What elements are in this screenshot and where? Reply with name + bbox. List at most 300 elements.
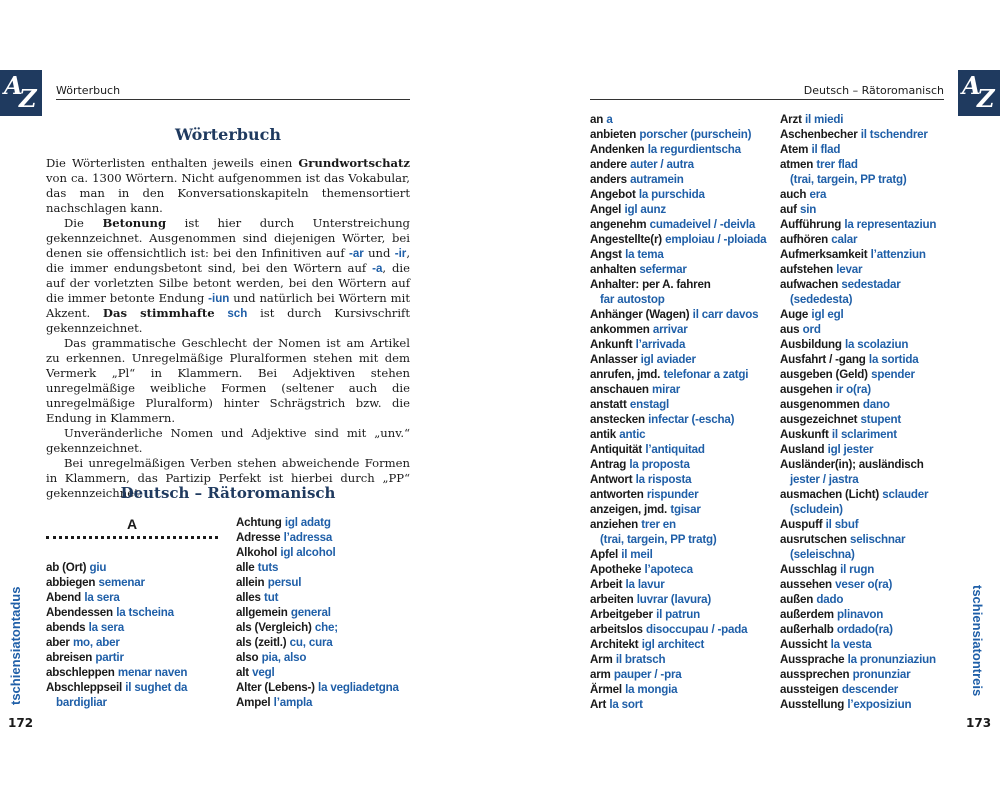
az-logo: [958, 70, 1000, 116]
translation: dado: [816, 593, 844, 606]
dictionary-entry: [590, 607, 776, 622]
headword: Aufführung: [780, 218, 842, 231]
headword: arbeitslos: [590, 623, 643, 636]
translation: l’antiquitad: [645, 443, 705, 456]
dictionary-entry: [590, 652, 776, 667]
headword: Angebot: [590, 188, 636, 201]
dictionary-entry: [590, 112, 776, 127]
headword: Alkohol: [236, 546, 278, 559]
dictionary-entry: [780, 277, 970, 292]
headword: abschleppen: [46, 666, 115, 679]
translation: il rugn: [840, 563, 875, 576]
translation: sin: [800, 203, 817, 216]
translation: il carr davos: [692, 308, 759, 321]
translation: l’apoteca: [644, 563, 693, 576]
dictionary-entry: [780, 457, 970, 472]
headword: Antrag: [590, 458, 627, 471]
translation: (trai, targein, PP tratg): [790, 173, 907, 186]
dictionary-entry: [780, 667, 970, 682]
headword: aussprechen: [780, 668, 850, 681]
translation: arrivar: [652, 323, 688, 336]
translation: igl jester: [827, 443, 874, 456]
intro-paragraph: Die Wörterlisten enthalten jeweils einen Grundwortschatz von ca. 1300 Wörtern. Nicht aufgenommen ist das Vokabular, das man in den Konversationskapiteln themensortiert nachschlagen kann.: [46, 156, 410, 215]
translation: la sera: [88, 621, 124, 634]
headword: als (Vergleich): [236, 621, 312, 634]
headword: ausgezeichnet: [780, 413, 858, 426]
running-head: Deutsch – Rätoromanisch: [590, 84, 944, 100]
translation: porscher (purschein): [639, 128, 752, 141]
translation: dano: [862, 398, 890, 411]
dictionary-entry: [590, 472, 776, 487]
dictionary-entry: [590, 187, 776, 202]
translation: veser o(ra): [835, 578, 893, 591]
translation: il miedi: [804, 113, 844, 126]
dictionary-entry: [590, 217, 776, 232]
dictionary-entry: [780, 307, 970, 322]
translation: tuts: [257, 561, 279, 574]
dictionary-entry: [780, 592, 970, 607]
translation: vegl: [252, 666, 275, 679]
intro-paragraph: Unveränderliche Nomen und Adjektive sind mit „unv.“ gekennzeichnet.: [46, 426, 410, 455]
headword: Aschenbecher: [780, 128, 858, 141]
dictionary-entry: [780, 247, 970, 262]
page-number: 172: [8, 716, 34, 730]
translation: il flad: [811, 143, 841, 156]
dictionary-entry: [590, 442, 776, 457]
dictionary-entry: [590, 667, 776, 682]
dictionary-entry: [780, 577, 970, 592]
dictionary-entry: [780, 532, 970, 547]
translation: la representaziun: [844, 218, 937, 231]
headword: anhalten: [590, 263, 637, 276]
headword: antworten: [590, 488, 644, 501]
translation: cu, cura: [289, 636, 333, 649]
translation: stupent: [860, 413, 901, 426]
dictionary-entry: [780, 682, 970, 697]
dictionary-entry: [46, 695, 228, 710]
translation: l’arrivada: [635, 338, 686, 351]
headword: Ärmel: [590, 683, 622, 696]
translation: tgisar: [670, 503, 701, 516]
headword: außerhalb: [780, 623, 834, 636]
page-number: 173: [966, 716, 992, 730]
translation: il sbuf: [825, 518, 859, 531]
dictionary-entry: [590, 322, 776, 337]
headword: atmen: [780, 158, 814, 171]
translation: pauper / -pra: [613, 668, 682, 681]
dictionary-entry: [590, 487, 776, 502]
side-tab: tschiensiatontadus: [8, 586, 23, 705]
translation: sedestadar: [841, 278, 901, 291]
translation: la scolaziun: [845, 338, 909, 351]
headword: anstecken: [590, 413, 645, 426]
translation: igl adatg: [284, 516, 331, 529]
headword: ausmachen (Licht): [780, 488, 880, 501]
headword: Adresse: [236, 531, 281, 544]
headword: ankommen: [590, 323, 650, 336]
headword: Ampel: [236, 696, 271, 709]
dictionary-entry: [236, 530, 416, 545]
headword: anders: [590, 173, 627, 186]
dictionary-entry: [590, 577, 776, 592]
headword: aussehen: [780, 578, 832, 591]
translation: semenar: [98, 576, 145, 589]
dictionary-entry: [780, 202, 970, 217]
dictionary-entry: [590, 502, 776, 517]
translation: igl aunz: [624, 203, 667, 216]
translation: general: [290, 606, 331, 619]
translation: (sededesta): [790, 293, 853, 306]
headword: alt: [236, 666, 249, 679]
translation: giu: [89, 561, 107, 574]
translation: il meil: [621, 548, 653, 561]
translation: igl egl: [811, 308, 844, 321]
dictionary-entry: [780, 127, 970, 142]
headword: Arbeitgeber: [590, 608, 653, 621]
dictionary-entry: [780, 622, 970, 637]
side-tab: tschiensiatontreis: [970, 585, 985, 697]
translation: jester / jastra: [790, 473, 859, 486]
dictionary-entry: [590, 532, 776, 547]
translation: il tschendrer: [860, 128, 928, 141]
dictionary-entry: [590, 382, 776, 397]
headword: Angel: [590, 203, 622, 216]
dictionary-entry: [236, 545, 416, 560]
translation: igl aviader: [640, 353, 696, 366]
translation: plinavon: [837, 608, 884, 621]
dictionary-entry: [236, 695, 416, 710]
translation: la proposta: [629, 458, 690, 471]
headword: Architekt: [590, 638, 639, 651]
translation: tut: [264, 591, 279, 604]
translation: enstagl: [629, 398, 670, 411]
headword: aussteigen: [780, 683, 839, 696]
headword: andere: [590, 158, 627, 171]
translation: cumadeivel / -deivla: [649, 218, 756, 231]
headword: Andenken: [590, 143, 645, 156]
dictionary-entry: [780, 427, 970, 442]
headword: Auspuff: [780, 518, 823, 531]
translation: telefonar a zatgi: [663, 368, 749, 381]
dictionary-entry: [236, 635, 416, 650]
dictionary-entry: [236, 605, 416, 620]
dictionary-entry: [780, 697, 970, 712]
dictionary-entry: [780, 442, 970, 457]
translation: sclauder: [882, 488, 929, 501]
translation: rispunder: [646, 488, 699, 501]
dictionary-entry: [46, 575, 228, 590]
headword: Abend: [46, 591, 82, 604]
headword: ausrutschen: [780, 533, 847, 546]
translation: la lavur: [625, 578, 665, 591]
entries-column: [46, 560, 228, 710]
dictionary-entry: [46, 605, 228, 620]
headword: Achtung: [236, 516, 282, 529]
dictionary-entry: [780, 382, 970, 397]
translation: partir: [95, 651, 124, 664]
dictionary-entry: [236, 620, 416, 635]
translation: (seleischna): [790, 548, 855, 561]
headword: abends: [46, 621, 86, 634]
dictionary-entry: [780, 607, 970, 622]
headword: ab (Ort): [46, 561, 87, 574]
translation: persul: [267, 576, 302, 589]
dictionary-entry: [780, 112, 970, 127]
translation: la purschida: [638, 188, 705, 201]
headword: ausgehen: [780, 383, 833, 396]
headword: antik: [590, 428, 617, 441]
logo-letter-z: Z: [977, 84, 995, 113]
dotted-divider: [46, 536, 218, 539]
intro-text: [46, 156, 410, 501]
translation: la regurdientscha: [647, 143, 741, 156]
translation: auter / autra: [630, 158, 694, 171]
translation: la mongia: [625, 683, 678, 696]
dictionary-entry: [780, 292, 970, 307]
logo-letter-z: Z: [19, 84, 37, 113]
dictionary-entry: [780, 217, 970, 232]
translation: la sera: [84, 591, 120, 604]
headword: anzeigen, jmd.: [590, 503, 668, 516]
headword: Ausfahrt / -gang: [780, 353, 866, 366]
headword: Atem: [780, 143, 809, 156]
headword: anbieten: [590, 128, 637, 141]
headword: Anhalter: per A. fahren: [590, 278, 711, 291]
dictionary-entry: [590, 622, 776, 637]
dictionary-entry: [590, 457, 776, 472]
dictionary-entry: [590, 232, 776, 247]
translation: (scludein): [790, 503, 843, 516]
dictionary-entry: [590, 637, 776, 652]
translation: l’ampla: [273, 696, 313, 709]
headword: angenehm: [590, 218, 647, 231]
dictionary-entry: [590, 352, 776, 367]
headword: aufstehen: [780, 263, 833, 276]
dictionary-entry: [590, 592, 776, 607]
headword: Anhänger (Wagen): [590, 308, 690, 321]
dictionary-entry: [590, 427, 776, 442]
translation: emploiau / -ploiada: [665, 233, 767, 246]
translation: levar: [836, 263, 863, 276]
translation: sefermar: [639, 263, 687, 276]
headword: alles: [236, 591, 261, 604]
section-title: Deutsch – Rätoromanisch: [120, 484, 336, 502]
headword: an: [590, 113, 604, 126]
translation: il bratsch: [615, 653, 666, 666]
dictionary-entry: [236, 680, 416, 695]
translation: a: [606, 113, 613, 126]
headword: abbiegen: [46, 576, 96, 589]
az-logo: [0, 70, 42, 116]
headword: arbeiten: [590, 593, 634, 606]
dictionary-entry: [590, 307, 776, 322]
dictionary-entry: [590, 367, 776, 382]
translation: mirar: [652, 383, 681, 396]
headword: Angestellte(r): [590, 233, 662, 246]
dictionary-entry: [780, 322, 970, 337]
dictionary-entry: [780, 637, 970, 652]
translation: trer flad: [816, 158, 858, 171]
dictionary-entry: [780, 232, 970, 247]
headword: Auskunft: [780, 428, 829, 441]
headword: Angst: [590, 248, 622, 261]
intro-paragraph: Bei unregelmäßigen Verben stehen abweichende Formen in Klammern, das Partizip Perfekt ist hierbei durch „PP“ gekennzeichnet.: [46, 456, 410, 500]
translation: ord: [802, 323, 821, 336]
headword: Ausstellung: [780, 698, 845, 711]
intro-title: Wörterbuch: [175, 125, 281, 144]
translation: la pronunziaziun: [847, 653, 936, 666]
translation: il sughet da: [125, 681, 188, 694]
dictionary-entry: [590, 562, 776, 577]
dictionary-entry: [780, 562, 970, 577]
translation: l’exposiziun: [847, 698, 912, 711]
dictionary-entry: [236, 560, 416, 575]
dictionary-entry: [780, 517, 970, 532]
headword: Arbeit: [590, 578, 623, 591]
translation: l’attenziun: [870, 248, 926, 261]
dictionary-entry: [590, 292, 776, 307]
dictionary-entry: [780, 187, 970, 202]
headword: Abschleppseil: [46, 681, 123, 694]
dictionary-entry: [780, 142, 970, 157]
translation: trer en: [641, 518, 676, 531]
headword: Ausbildung: [780, 338, 842, 351]
headword: aber: [46, 636, 70, 649]
dictionary-entry: [780, 262, 970, 277]
dictionary-entry: [590, 412, 776, 427]
headword: auch: [780, 188, 807, 201]
translation: pia, also: [261, 651, 307, 664]
entries-column: [236, 515, 416, 710]
translation: autramein: [630, 173, 684, 186]
headword: aus: [780, 323, 800, 336]
dictionary-entry: [590, 157, 776, 172]
headword: außerdem: [780, 608, 834, 621]
headword: Art: [590, 698, 607, 711]
translation: la sort: [609, 698, 643, 711]
translation: il patrun: [656, 608, 701, 621]
translation: che;: [314, 621, 338, 634]
headword: aufwachen: [780, 278, 839, 291]
translation: far autostop: [600, 293, 665, 306]
dictionary-entry: [780, 157, 970, 172]
headword: Ausländer(in); ausländisch: [780, 458, 924, 471]
logo-letter-a: A: [962, 71, 981, 100]
headword: Aussprache: [780, 653, 845, 666]
translation: igl architect: [641, 638, 705, 651]
headword: Ankunft: [590, 338, 633, 351]
dictionary-entry: [236, 650, 416, 665]
dictionary-entry: [46, 665, 228, 680]
dictionary-entry: [780, 472, 970, 487]
dictionary-entry: [46, 560, 228, 575]
headword: abreisen: [46, 651, 93, 664]
headword: Antiquität: [590, 443, 643, 456]
dictionary-entry: [46, 680, 228, 695]
translation: menar naven: [117, 666, 188, 679]
dictionary-entry: [590, 172, 776, 187]
headword: Apfel: [590, 548, 618, 561]
translation: ordado(ra): [836, 623, 893, 636]
entries-column: [590, 112, 776, 712]
headword: anrufen, jmd.: [590, 368, 661, 381]
dictionary-entry: [236, 575, 416, 590]
dictionary-entry: [780, 652, 970, 667]
dictionary-entry: [780, 502, 970, 517]
dictionary-entry: [590, 682, 776, 697]
translation: selischnar: [849, 533, 906, 546]
headword: Antwort: [590, 473, 633, 486]
headword: also: [236, 651, 259, 664]
dictionary-entry: [590, 277, 776, 292]
headword: allein: [236, 576, 265, 589]
dictionary-entry: [590, 517, 776, 532]
translation: antic: [619, 428, 646, 441]
headword: auf: [780, 203, 797, 216]
headword: Abendessen: [46, 606, 113, 619]
dictionary-entry: [780, 337, 970, 352]
headword: Aufmerksamkeit: [780, 248, 868, 261]
running-head: Wörterbuch: [56, 84, 410, 100]
dictionary-entry: [236, 590, 416, 605]
translation: bardigliar: [56, 696, 107, 709]
translation: la tema: [625, 248, 664, 261]
dictionary-entry: [780, 412, 970, 427]
dictionary-entry: [590, 262, 776, 277]
entries-column: [780, 112, 970, 712]
translation: la sortida: [868, 353, 919, 366]
headword: Aussicht: [780, 638, 828, 651]
translation: spender: [871, 368, 915, 381]
section-letter: A: [126, 516, 138, 532]
dictionary-entry: [590, 142, 776, 157]
headword: Auge: [780, 308, 809, 321]
translation: pronunziar: [852, 668, 911, 681]
dictionary-entry: [780, 172, 970, 187]
dictionary-entry: [46, 635, 228, 650]
dictionary-entry: [780, 352, 970, 367]
dictionary-entry: [780, 487, 970, 502]
translation: ir o(ra): [835, 383, 871, 396]
dictionary-entry: [590, 202, 776, 217]
headword: arm: [590, 668, 611, 681]
headword: Ausland: [780, 443, 825, 456]
headword: außen: [780, 593, 814, 606]
translation: la risposta: [635, 473, 692, 486]
headword: als (zeitl.): [236, 636, 287, 649]
intro-paragraph: Die Betonung ist hier durch Unterstreichung gekennzeichnet. Ausgenommen sind diejenigen Wörter, bei denen sie offensichtlich ist: bei den Infinitiven auf -ar und -ir, die immer endungsbetont sind, bei den Wörtern auf -a, die auf der vorletzten Silbe betont werden, bei den Wörtern auf die immer betonte Endung -iun und natürlich bei Wörtern mit Akzent. Das stimmhafte sch ist durch Kursivschrift gekennzeichnet.: [46, 216, 410, 335]
headword: alle: [236, 561, 255, 574]
headword: Arm: [590, 653, 613, 666]
dictionary-entry: [46, 650, 228, 665]
dictionary-entry: [590, 127, 776, 142]
dictionary-entry: [236, 515, 416, 530]
translation: la tscheina: [116, 606, 174, 619]
dictionary-entry: [780, 547, 970, 562]
dictionary-entry: [590, 397, 776, 412]
translation: disoccupau / -pada: [646, 623, 748, 636]
translation: (trai, targein, PP tratg): [600, 533, 717, 546]
headword: Anlasser: [590, 353, 638, 366]
translation: calar: [831, 233, 858, 246]
dictionary-entry: [590, 697, 776, 712]
headword: Arzt: [780, 113, 802, 126]
headword: allgemein: [236, 606, 288, 619]
headword: Ausschlag: [780, 563, 837, 576]
dictionary-entry: [590, 337, 776, 352]
translation: l’adressa: [283, 531, 333, 544]
headword: aufhören: [780, 233, 828, 246]
